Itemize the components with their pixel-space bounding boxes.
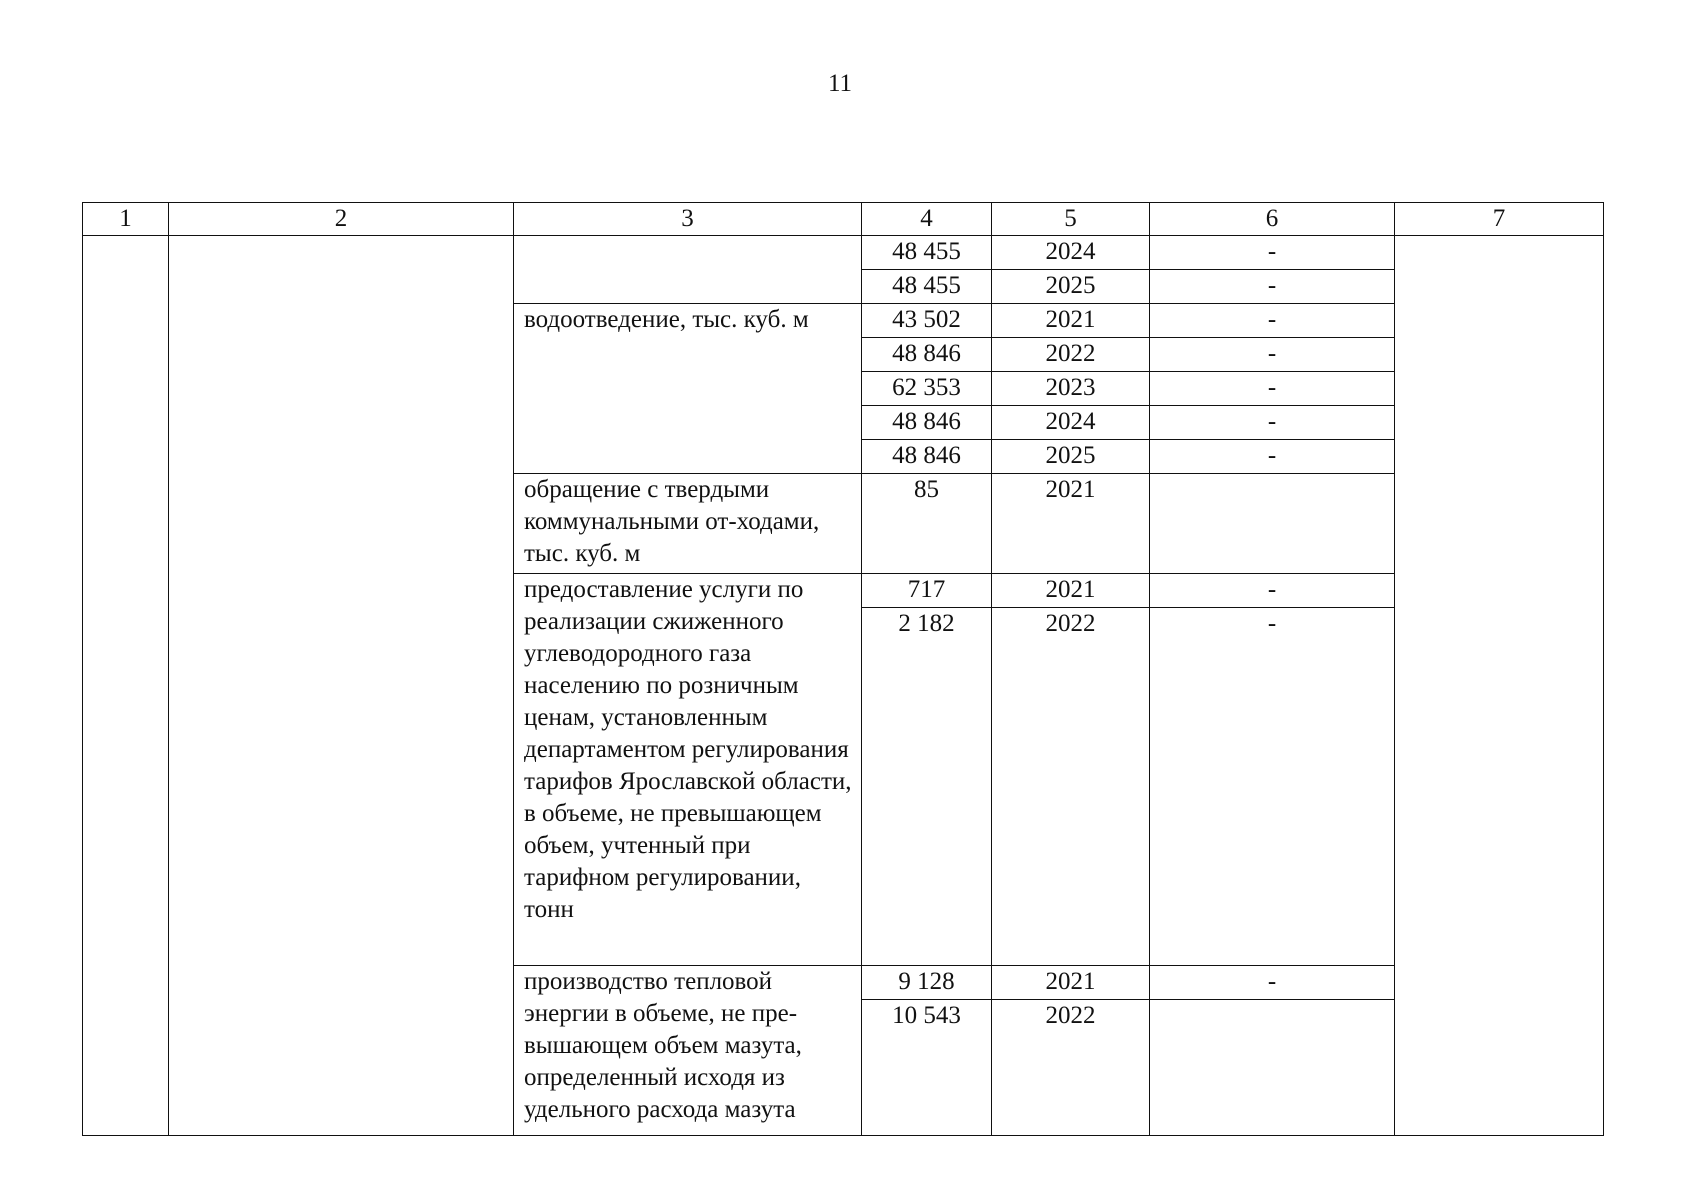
- col-1-cell: [83, 236, 169, 1136]
- indicator-label: водоотведение, тыс. куб. м: [514, 304, 862, 474]
- value-cell: 2 182: [862, 608, 992, 966]
- value-cell: 9 128: [862, 966, 992, 1000]
- note-cell: -: [1150, 372, 1395, 406]
- note-cell: -: [1150, 338, 1395, 372]
- table-row: [83, 236, 1604, 270]
- year-cell: 2021: [992, 304, 1150, 338]
- value-cell: 43 502: [862, 304, 992, 338]
- note-cell: [1150, 1000, 1395, 1136]
- note-cell: -: [1150, 966, 1395, 1000]
- year-cell: 2022: [992, 338, 1150, 372]
- data-table: [82, 202, 1604, 1136]
- note-cell: -: [1150, 270, 1395, 304]
- note-cell: -: [1150, 440, 1395, 474]
- indicator-label: предоставление услуги по реализации сжиженного углеводородного газа населению по розничным ценам, установленным департаментом регулирования тарифов Ярославской области, в объеме, не превышающем объем, учтенный при тарифном регулировании, тонн: [514, 574, 862, 966]
- header-row: [83, 203, 1604, 236]
- note-cell: -: [1150, 574, 1395, 608]
- value-cell: 85: [862, 474, 992, 574]
- year-cell: 2022: [992, 1000, 1150, 1136]
- year-cell: 2021: [992, 966, 1150, 1000]
- indicator-label: обращение с твердыми коммунальными от-ходами, тыс. куб. м: [514, 474, 862, 574]
- value-cell: 10 543: [862, 1000, 992, 1136]
- year-cell: 2025: [992, 440, 1150, 474]
- year-cell: 2024: [992, 236, 1150, 270]
- indicator-label: [514, 236, 862, 304]
- value-cell: 48 846: [862, 440, 992, 474]
- value-cell: 48 455: [862, 236, 992, 270]
- header-col-2: 2: [169, 203, 514, 236]
- year-cell: 2024: [992, 406, 1150, 440]
- year-cell: 2021: [992, 474, 1150, 574]
- header-col-7: 7: [1395, 203, 1604, 236]
- indicator-label: производство тепловой энергии в объеме, не пре-вышающем объем мазута, определенный исходя из удельного расхода мазута: [514, 966, 862, 1136]
- value-cell: 62 353: [862, 372, 992, 406]
- note-cell: -: [1150, 608, 1395, 966]
- header-col-3: 3: [514, 203, 862, 236]
- header-col-4: 4: [862, 203, 992, 236]
- header-col-6: 6: [1150, 203, 1395, 236]
- note-cell: -: [1150, 236, 1395, 270]
- value-cell: 717: [862, 574, 992, 608]
- col-7-cell: [1395, 236, 1604, 1136]
- note-cell: -: [1150, 406, 1395, 440]
- year-cell: 2021: [992, 574, 1150, 608]
- header-col-1: 1: [83, 203, 169, 236]
- col-2-cell: [169, 236, 514, 1136]
- header-col-5: 5: [992, 203, 1150, 236]
- value-cell: 48 455: [862, 270, 992, 304]
- year-cell: 2022: [992, 608, 1150, 966]
- value-cell: 48 846: [862, 338, 992, 372]
- year-cell: 2023: [992, 372, 1150, 406]
- page-number: 11: [827, 70, 853, 97]
- value-cell: 48 846: [862, 406, 992, 440]
- note-cell: [1150, 474, 1395, 574]
- note-cell: -: [1150, 304, 1395, 338]
- year-cell: 2025: [992, 270, 1150, 304]
